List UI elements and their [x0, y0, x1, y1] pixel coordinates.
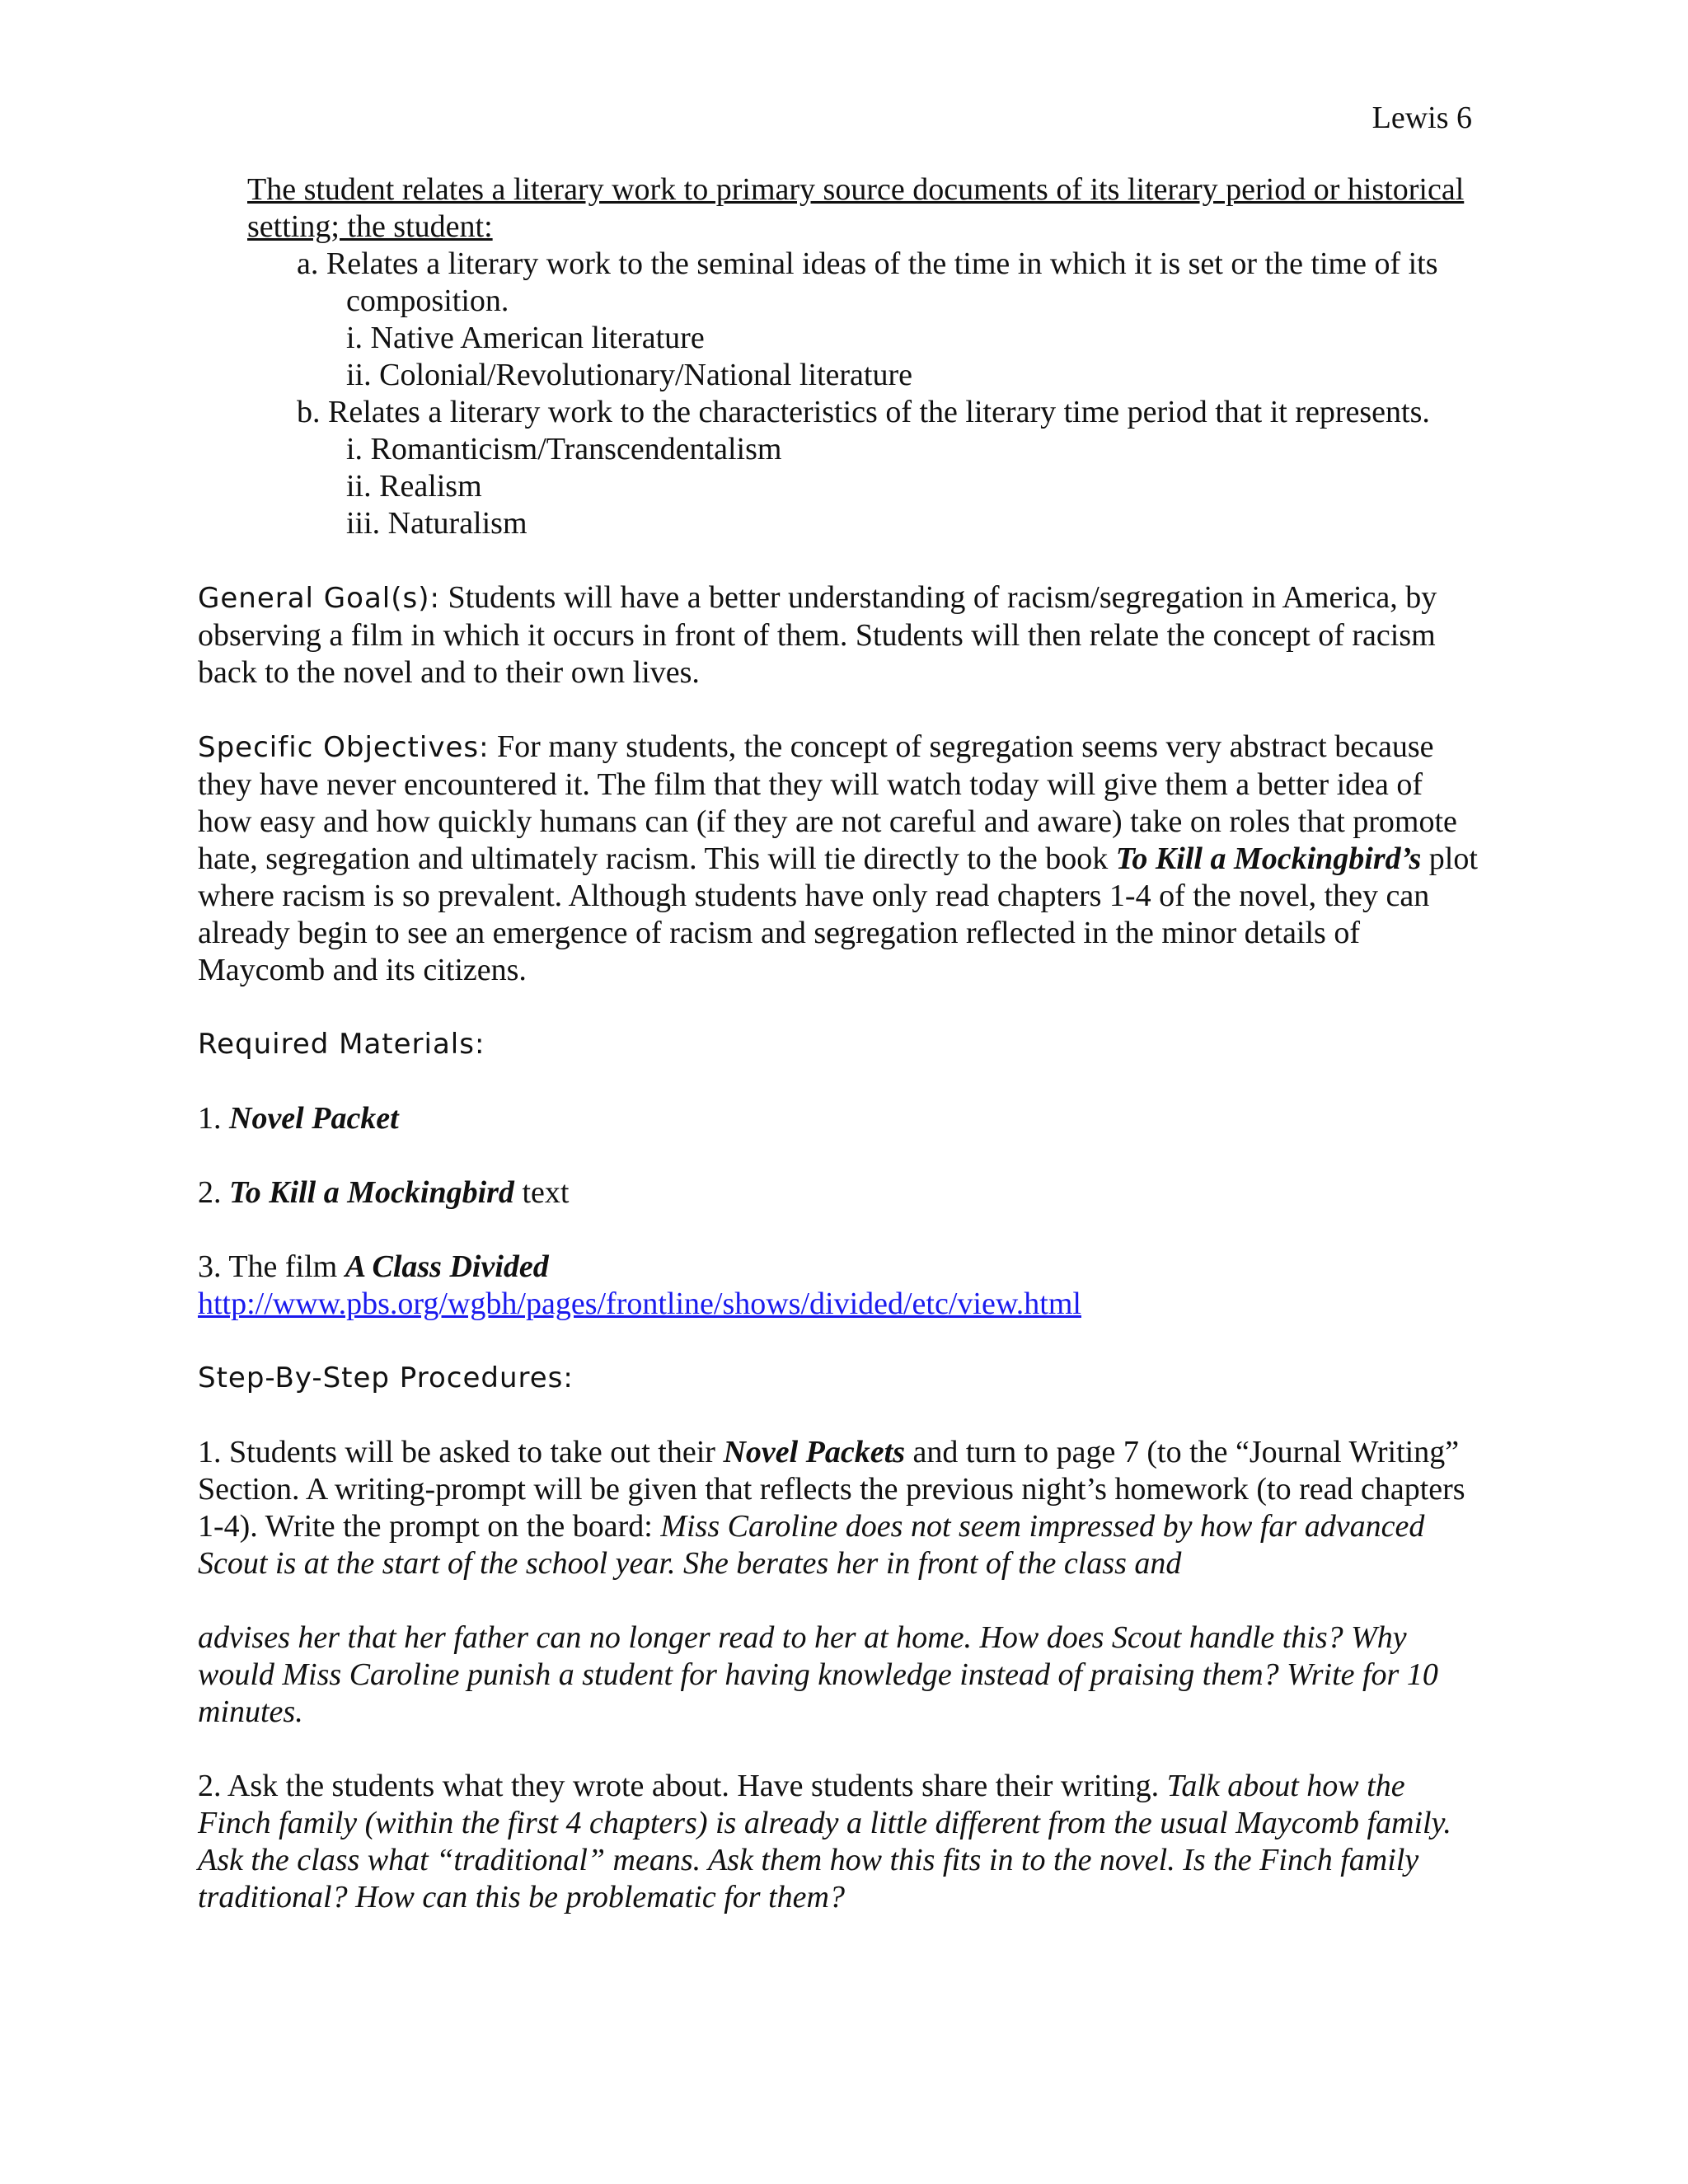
material-item-1-title: Novel Packet [229, 1101, 399, 1136]
step-1-text-b: and turn to page 7 (to the “Journal Writing” Section. A writing-prompt will be given that reflects the previous night’s homework (to read chapters 1-4). Write the prompt on the board: [198, 1435, 1465, 1544]
material-item-1 [198, 1100, 1484, 1137]
book-title: To Kill a Mockingbird’s [1115, 841, 1422, 876]
material-item-2 [198, 1174, 1484, 1212]
step-2-italic: Talk about how the Finch family (within the first 4 chapters) is already a little different from the usual Maycomb family. Ask the class what “traditional” means. Ask them how this fits in to the novel. Is the Finch family traditional? How can this be problematic for them? [198, 1769, 1451, 1915]
step-1-text-a: 1. Students will be asked to take out their [198, 1435, 724, 1469]
material-item-2-number: 2. [198, 1175, 229, 1210]
step-1-bold: Novel Packets [723, 1435, 905, 1469]
material-item-3-title: A Class Divided [345, 1249, 549, 1284]
standard-item-b: b. Relates a literary work to the characteristics of the literary time period that it represents. [297, 395, 1430, 429]
general-goals-text: Students will have a better understanding of racism/segregation in America, by observing a film in which it occurs in front of them. Students will then relate the concept of racism back to the novel and to their own lives. [198, 580, 1437, 690]
standard-item-a-ii: ii. Colonial/Revolutionary/National literature [346, 358, 913, 392]
standard-item-a-i: i. Native American literature [346, 321, 705, 355]
procedure-step-2 [198, 1768, 1484, 1916]
film-link[interactable]: http://www.pbs.org/wgbh/pages/frontline/shows/divided/etc/view.html [198, 1286, 1081, 1321]
required-materials-label: Required Materials: [198, 1028, 485, 1061]
specific-objectives-text-1: For many students, the concept of segregation seems very abstract because they have never encountered it. The film that they will watch today will give them a better idea of how easy and how quickly humans can (if they are not careful and aware) take on roles that promote hate, segregation and ultimately racism. This will tie directly to the book [198, 729, 1457, 876]
material-item-3-number: 3. The film [198, 1249, 345, 1284]
general-goals-label: General Goal(s): [198, 582, 440, 615]
standard-item-b-iii: iii. Naturalism [346, 506, 528, 541]
procedures-label: Step-By-Step Procedures: [198, 1361, 574, 1394]
procedure-step-1 [198, 1434, 1484, 1582]
standard-item-b-ii: ii. Realism [346, 469, 482, 504]
material-item-3 [198, 1249, 1484, 1286]
specific-objectives-label: Specific Objectives: [198, 731, 490, 764]
standard-item-b-i: i. Romanticism/Transcendentalism [346, 432, 782, 466]
standard-intro: The student relates a literary work to primary source documents of its literary period or historical setting; the student: [247, 172, 1465, 244]
page-header: Lewis 6 [1372, 101, 1472, 135]
lesson-plan-body [198, 171, 1484, 1916]
general-goals-paragraph [198, 579, 1484, 691]
material-item-2-rest: text [513, 1175, 570, 1210]
procedure-step-1-continued: advises her that her father can no longer read to her at home. How does Scout handle this? Why would Miss Caroline punish a student for having knowledge instead of praising them? Write for 10 minutes. [198, 1620, 1438, 1729]
specific-objectives-paragraph [198, 729, 1484, 989]
specific-objectives-text-2: plot where racism is so prevalent. Although students have only read chapters 1-4 of the novel, they can already begin to see an emergence of racism and segregation reflected in the minor details of Maycomb and its citizens. [198, 841, 1478, 987]
material-item-2-title: To Kill a Mockingbird [229, 1175, 514, 1210]
material-item-1-number: 1. [198, 1101, 229, 1136]
standard-item-a: a. Relates a literary work to the seminal ideas of the time in which it is set or the time of its composition. [297, 246, 1438, 318]
step-1-prompt: Miss Caroline does not seem impressed by how far advanced Scout is at the start of the school year. She berates her in front of the class and [198, 1509, 1425, 1581]
step-2-text: 2. Ask the students what they wrote about. Have students share their writing. [198, 1769, 1167, 1803]
